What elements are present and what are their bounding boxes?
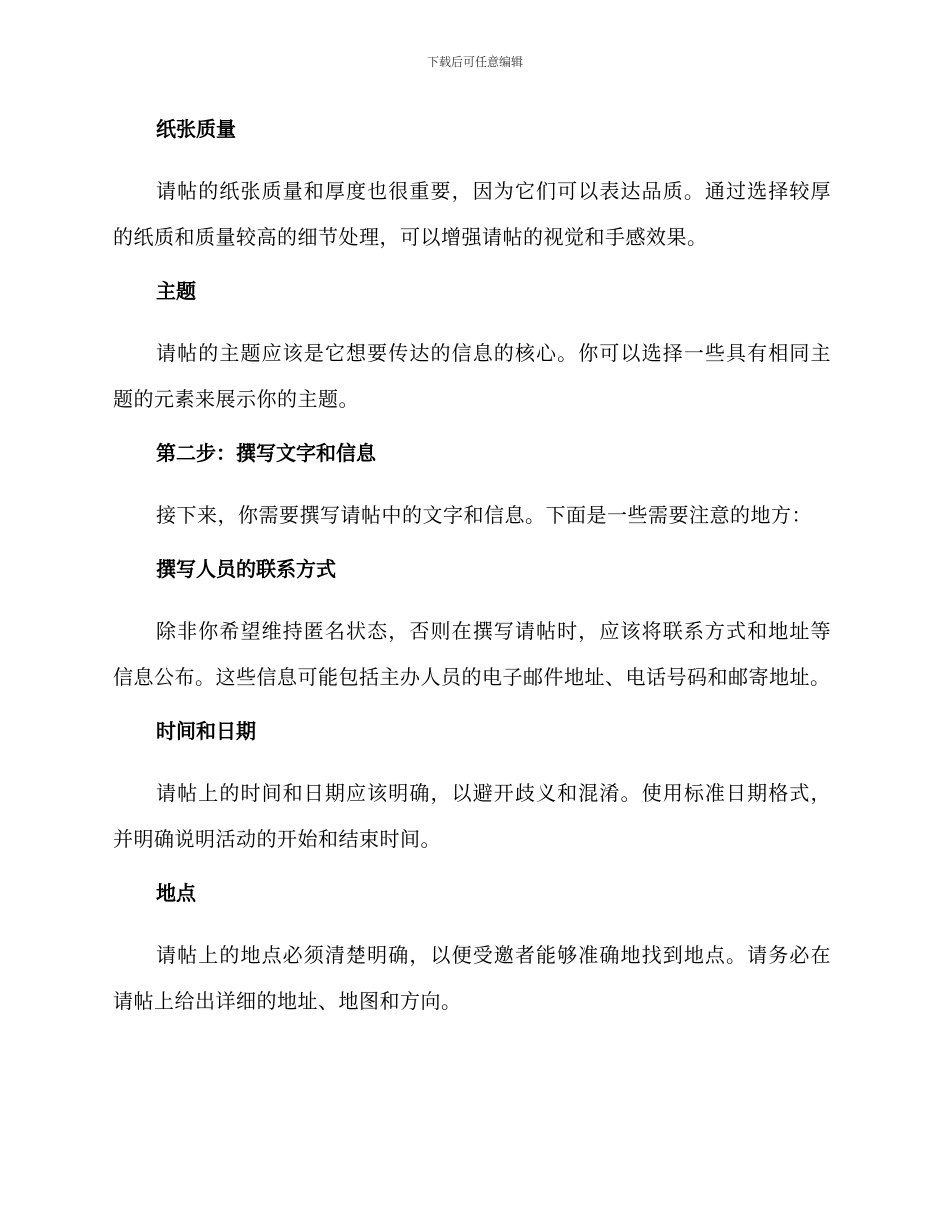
section-paragraph-contact: 除非你希望维持匿名状态，否则在撰写请帖时，应该将联系方式和地址等信息公布。这些信息可能包括主办人员的电子邮件地址、电话号码和邮寄地址。 [113, 619, 831, 689]
section-heading-time-date: 时间和日期 [156, 719, 256, 743]
section-heading-theme: 主题 [156, 279, 196, 303]
section-paragraph-time-date: 请帖上的时间和日期应该明确，以避开歧义和混淆。使用标准日期格式，并明确说明活动的开始和结束时间。 [113, 781, 831, 851]
section-heading-paper-quality: 纸张质量 [156, 117, 236, 141]
section-paragraph-theme: 请帖的主题应该是它想要传达的信息的核心。你可以选择一些具有相同主题的元素来展示你的主题。 [113, 341, 831, 411]
section-paragraph-paper-quality: 请帖的纸张质量和厚度也很重要，因为它们可以表达品质。通过选择较厚的纸质和质量较高的细节处理，可以增强请帖的视觉和手感效果。 [113, 179, 831, 249]
document-body [113, 110, 831, 1036]
section-heading-contact: 撰写人员的联系方式 [156, 557, 336, 581]
section-paragraph-step-two: 接下来，你需要撰写请帖中的文字和信息。下面是一些需要注意的地方： [156, 503, 812, 527]
section-paragraph-location: 请帖上的地点必须清楚明确，以便受邀者能够准确地找到地点。请务必在请帖上给出详细的地址、地图和方向。 [113, 943, 831, 1013]
section-heading-location: 地点 [156, 881, 196, 905]
section-heading-step-two: 第二步：撰写文字和信息 [156, 441, 376, 465]
header-note: 下载后可任意编辑 [426, 55, 523, 69]
